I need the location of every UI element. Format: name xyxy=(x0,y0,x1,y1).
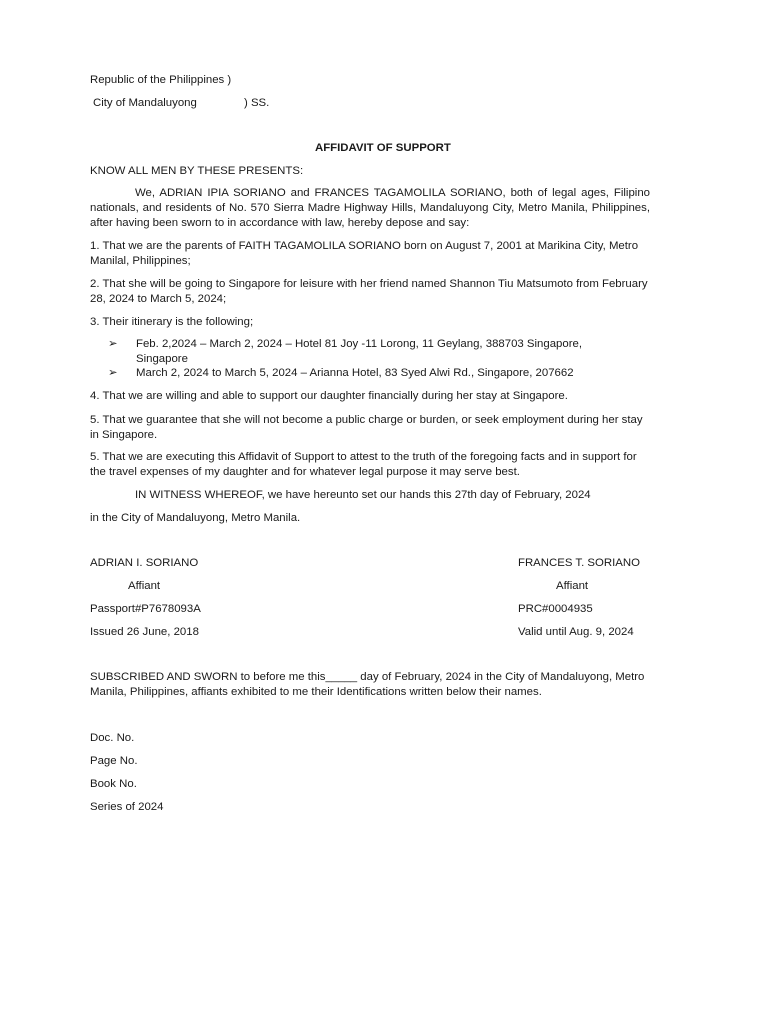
page-no: Page No. xyxy=(90,755,138,767)
itinerary-item-text: Feb. 2,2024 – March 2, 2024 – Hotel 81 Joy -11 Lorong, 11 Geylang, 388703 Singapore, Singapore xyxy=(136,338,583,365)
paragraph-5-executing: 5. That we are executing this Affidavit of Support to attest to the truth of the foregoing facts and in support for the travel expenses of my daughter and for whatever legal purpose it may serve best. xyxy=(90,451,637,478)
venue-republic: Republic of the Philippines ) xyxy=(90,74,232,86)
paragraph-3: 3. Their itinerary is the following; xyxy=(90,316,254,328)
affiant-left-id: Passport#P7678093A xyxy=(90,603,201,615)
affiant-left-role: Affiant xyxy=(128,580,161,592)
witness-place: in the City of Mandaluyong, Metro Manila. xyxy=(90,512,301,524)
paragraph-1: 1. That we are the parents of FAITH TAGAMOLILA SORIANO born on August 7, 2001 at Marikina City, Metro Manilal, Philippines; xyxy=(90,240,639,267)
venue-ss: ) SS. xyxy=(244,97,270,109)
series-no: Series of 2024 xyxy=(90,801,164,813)
itinerary-item-text: March 2, 2024 to March 5, 2024 – Arianna Hotel, 83 Syed Alwi Rd., Singapore, 207662 xyxy=(136,367,574,379)
affiant-right-name: FRANCES T. SORIANO xyxy=(518,557,640,569)
arrow-bullet-icon: ➢ xyxy=(108,338,118,350)
witness-clause: IN WITNESS WHEREOF, we have hereunto set our hands this 27th day of February, 2024 xyxy=(135,489,591,501)
affiant-right-date: Valid until Aug. 9, 2024 xyxy=(518,626,634,638)
paragraph-5-guarantee: 5. That we guarantee that she will not become a public charge or burden, or seek employment during her stay in Singapore. xyxy=(90,414,643,441)
affiant-right-id: PRC#0004935 xyxy=(518,603,593,615)
affiant-left-name: ADRIAN I. SORIANO xyxy=(90,557,199,569)
affiant-right-role: Affiant xyxy=(556,580,589,592)
document-title: AFFIDAVIT OF SUPPORT xyxy=(315,142,451,154)
jurat-paragraph: SUBSCRIBED AND SWORN to before me this_____ day of February, 2024 in the City of Mandaluyong, Metro Manila, Philippines, affiants exhibited to me their Identifications written below their names. xyxy=(90,671,645,698)
know-all-heading: KNOW ALL MEN BY THESE PRESENTS: xyxy=(90,165,304,177)
intro-paragraph: We, ADRIAN IPIA SORIANO and FRANCES TAGAMOLILA SORIANO, both of legal ages, Filipino nationals, and residents of No. 570 Sierra Madre Highway Hills, Mandaluyong City, Metro Manila, Philippines, after having been sworn to in accordance with law, hereby depose and say: xyxy=(90,187,650,229)
arrow-bullet-icon: ➢ xyxy=(108,367,118,379)
venue-city: City of Mandaluyong xyxy=(93,97,197,109)
affiant-left-date: Issued 26 June, 2018 xyxy=(90,626,199,638)
doc-no: Doc. No. xyxy=(90,732,135,744)
paragraph-2: 2. That she will be going to Singapore for leisure with her friend named Shannon Tiu Matsumoto from February 28, 2024 to March 5, 2024; xyxy=(90,278,648,305)
book-no: Book No. xyxy=(90,778,137,790)
paragraph-4: 4. That we are willing and able to support our daughter financially during her stay at Singapore. xyxy=(90,390,568,402)
